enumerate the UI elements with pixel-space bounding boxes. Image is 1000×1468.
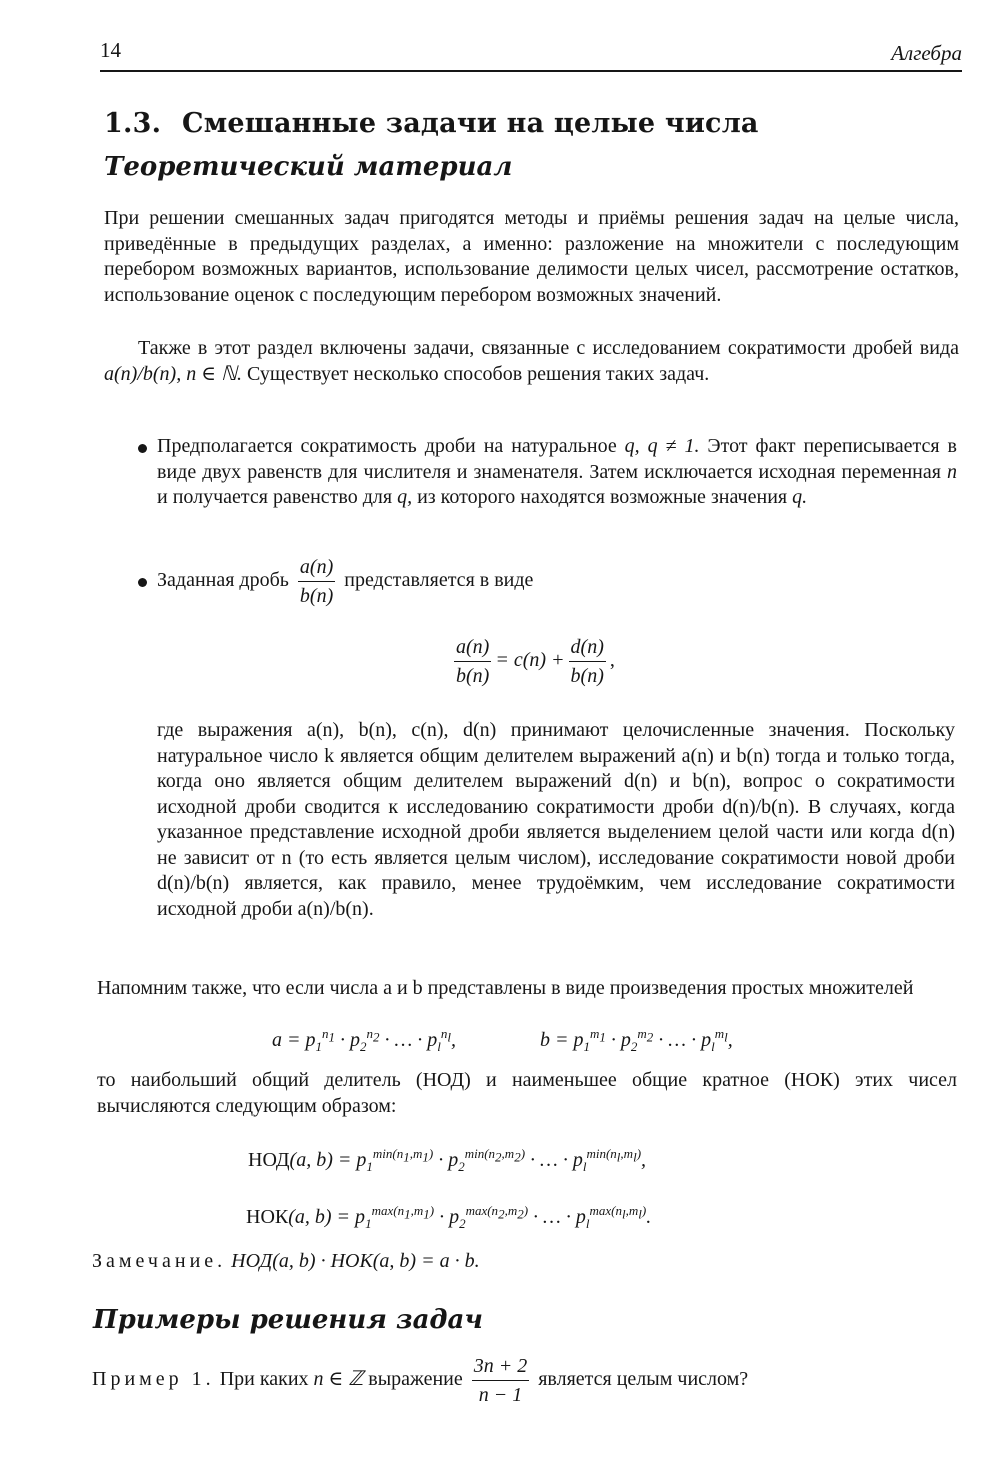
eq1-lhs-den: b(n) <box>456 665 490 687</box>
eq1-rhs-num: d(n) <box>569 635 606 662</box>
example-1-math: n ∈ ℤ <box>313 1368 364 1391</box>
eq2-a: $a = p_1^{n_1} \cdot p_2^{n_2}$ · … · $p_l^{n_l}$, <box>272 1026 457 1054</box>
eq1-rhs-den: b(n) <box>570 665 604 687</box>
remark-label: Замечание. <box>92 1250 227 1272</box>
recall-paragraph: Напомним также, что если числа a и b представлены в виде произведения простых множителей <box>97 977 914 999</box>
lcm-formula: НОК(a, $b) = p_1^{max(n_1,m_1)} \cdot p_2^{max(n_2,m_2)}$ · … · $p_l^{max(n_l,m_l)}$. <box>246 1203 652 1231</box>
lcm-label: НОК <box>246 1206 289 1228</box>
example-1-text-a: При каких <box>219 1368 309 1391</box>
bullet2-text-a: Заданная дробь <box>157 569 289 592</box>
p2-text-b: Существует несколько способов решения таких задач. <box>247 362 710 385</box>
bullet-dot <box>138 578 147 587</box>
example-1-denominator: n − 1 <box>478 1384 523 1406</box>
p2-math: a(n)/b(n), n ∈ ℕ. <box>104 362 243 385</box>
page-number: 14 <box>100 38 121 62</box>
bullet-1 <box>157 434 957 511</box>
factorization-b <box>540 1028 733 1054</box>
bullet1-math-q2: q, <box>397 486 413 508</box>
eq1-lhs-fraction <box>454 635 491 688</box>
header-rule <box>100 70 962 72</box>
running-title: Алгебра <box>891 41 962 65</box>
bullet1-text-d: из которого находятся возможные значения <box>417 486 788 508</box>
remark-formula: НОД(a, b) · НОК(a, b) = a · b. <box>231 1250 480 1272</box>
theory-heading: Теоретический материал <box>104 152 513 182</box>
example-1-numerator: 3n + 2 <box>472 1354 530 1381</box>
theory-paragraph-1: При решении смешанных задач пригодятся методы и приёмы решения задач на целые числа, приведённые в предыдущих разделах, а именно: разложение на множители с последующим перебором возможных вариантов, использование делимости целых чисел, рассмотрение остатков, использование оценок с последующим перебором возможных значений. <box>104 207 959 306</box>
example-1-label: Пример 1. <box>92 1368 215 1391</box>
example-1-text-c: является целым числом? <box>538 1368 749 1391</box>
equation-decomposition <box>450 635 615 688</box>
then-paragraph: то наибольший общий делитель (НОД) и наименьшее общие кратное (НОК) этих чисел вычисляются следующим образом: <box>97 1069 957 1117</box>
factorization-a <box>272 1028 456 1054</box>
min-word: min <box>372 1146 393 1162</box>
eq1-lhs-num: a(n) <box>454 635 491 662</box>
example-1-fraction <box>472 1354 530 1407</box>
eq1-middle: = c(n) + <box>495 649 565 672</box>
gcd-label: НОД <box>248 1149 290 1171</box>
eq2-b: $b = p_1^{m_1} \cdot p_2^{m_2}$ · … · $p_l^{m_l}$, <box>540 1026 733 1054</box>
example-1-text-b: выражение <box>368 1368 463 1391</box>
gcd-formula: НОД(a, $b) = p_1^{min(n_1,m_1)} \cdot p_2^{min(n_2,m_2)}$ · … · $p_l^{min(n_l,m_l)}$, <box>248 1146 647 1174</box>
section-title: Смешанные задачи на целые числа <box>182 108 759 139</box>
section-heading <box>104 108 759 139</box>
eq1-tail: , <box>609 649 615 672</box>
max-word: max <box>371 1203 394 1219</box>
p2-text-a: Также в этот раздел включены задачи, связанные с исследованием сократимости дробей вида <box>138 337 959 359</box>
fraction-denominator: b(n) <box>299 585 334 607</box>
eq1-rhs-fraction <box>569 635 606 688</box>
bullet-2-body: где выражения a(n), b(n), c(n), d(n) принимают целочисленные значения. Поскольку натуральное число k является общим делителем выражений a(n) и b(n) тогда и только тогда, когда оно является общим делителем выражений d(n) и b(n), вопрос о сократимости исходной дроби сводится к исследованию сократимости дроби d(n)/b(n). В случаях, когда указанное представление исходной дроби является выделением целой части или когда d(n) не зависит от n (то есть является целым числом), исследование сократимости новой дроби d(n)/b(n) является, как правило, менее трудоёмким, чем исследование сократимости исходной дроби a(n)/b(n). <box>157 719 955 920</box>
section-number: 1.3. <box>104 108 162 139</box>
example-1 <box>92 1354 748 1407</box>
bullet1-math-n: n <box>947 460 958 483</box>
fraction-a-over-b <box>298 555 335 608</box>
bullet-dot <box>138 444 147 453</box>
theory-paragraph-2 <box>104 336 959 387</box>
bullet2-text-b: представляется в виде <box>344 569 534 592</box>
fraction-numerator: a(n) <box>298 555 335 582</box>
examples-heading: Примеры решения задач <box>93 1305 483 1335</box>
bullet1-text-a: Предполагается сократимость дроби на натуральное <box>157 435 617 457</box>
bullet1-math-q: q, q ≠ 1. <box>624 435 700 457</box>
bullet-2-intro <box>157 555 533 608</box>
bullet1-text-b: Этот факт переписывается в виде двух равенств для числителя и знаменателя. Затем исключается исходная переменная <box>157 435 957 483</box>
bullet1-math-q3: q. <box>792 486 808 508</box>
remark <box>92 1249 480 1275</box>
bullet1-text-c: и получается равенство для <box>157 486 393 508</box>
